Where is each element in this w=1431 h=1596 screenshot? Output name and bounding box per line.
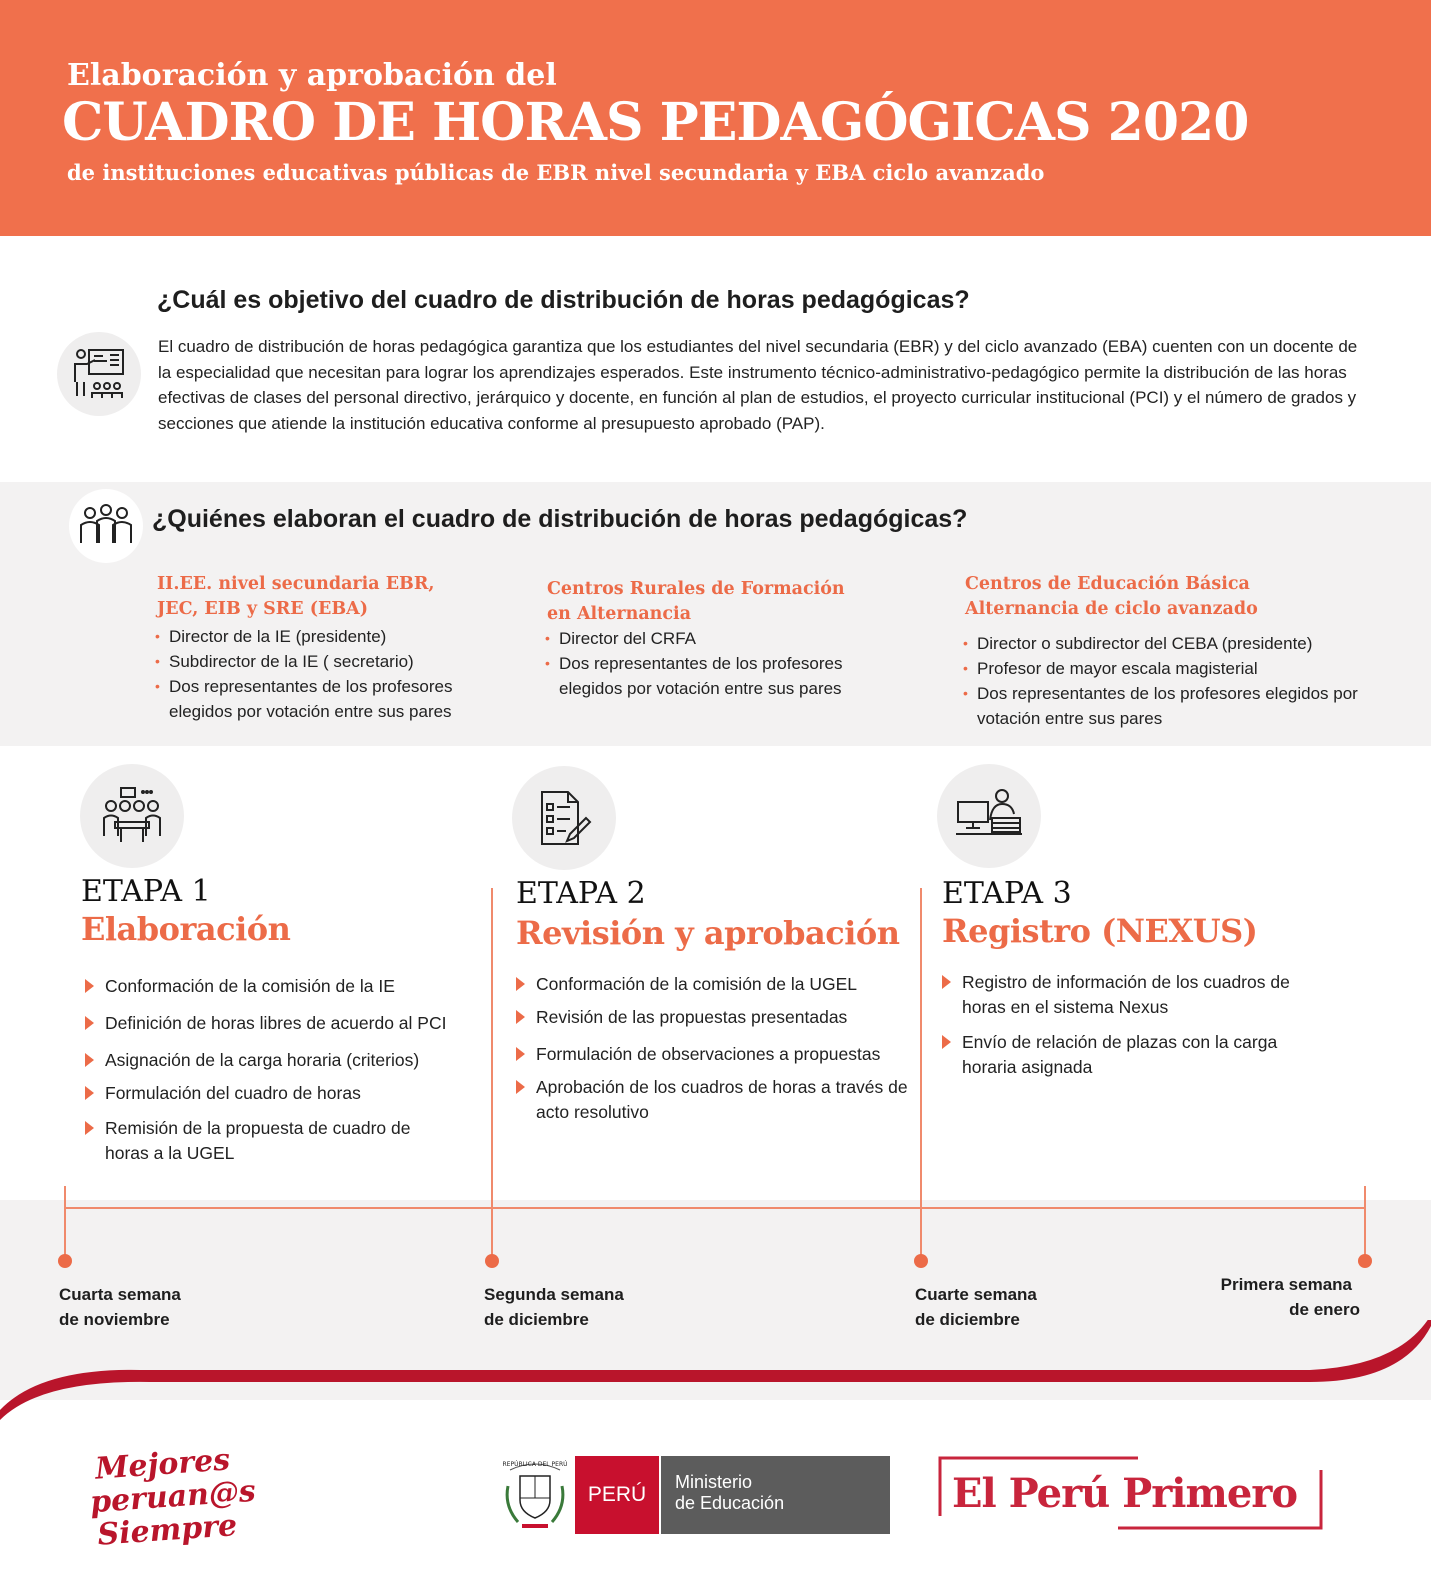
timeline-date-3: Cuarte semana de diciembre bbox=[915, 1285, 1037, 1329]
quienes-col1-list bbox=[157, 624, 507, 724]
timeline-date-4: Primera semana de enero bbox=[1220, 1275, 1360, 1319]
list-item: Asignación de la carga horaria (criterios) bbox=[83, 1048, 483, 1073]
objetivo-text: El cuadro de distribución de horas pedagógica garantiza que los estudiantes del nivel secundaria (EBR) y del ciclo avanzado (EBA) cuenten con un docente de la especialidad que necesitan para lograr los aprendizajes esperados. Este instrumento técnico-administrativo-pedagógico permite la distribución de las horas efectivas de clases del personal directivo, jerárquico y docente, en función al plan de estudios, el proyecto curricular institucional (PCI) y el número de grados y secciones que atiende la institución educativa conforme al presupuesto aprobado (PAP). bbox=[158, 337, 1358, 433]
list-item: • Dos representantes de los profesores elegidos por votación entre sus pares bbox=[965, 681, 1375, 731]
list-item: • Dos representantes de los profesores elegidos por votación entre sus pares bbox=[547, 651, 897, 701]
quienes-col3-list bbox=[965, 631, 1375, 731]
list-item: Revisión de las propuestas presentadas bbox=[514, 1005, 914, 1030]
list-item: Definición de horas libres de acuerdo al PCI bbox=[83, 1011, 483, 1036]
list-item: Conformación de la comisión de la IE bbox=[83, 974, 483, 999]
timeline-tick-end bbox=[1364, 1186, 1366, 1258]
etapa1-number: ETAPA 1 bbox=[81, 874, 211, 909]
list-item: • Director o subdirector del CEBA (presidente) bbox=[965, 631, 1375, 656]
timeline-date-1: Cuarta semana de noviembre bbox=[59, 1285, 181, 1329]
list-item: Conformación de la comisión de la UGEL bbox=[514, 972, 914, 997]
etapa3-number: ETAPA 3 bbox=[942, 876, 1072, 911]
list-item: • Director de la IE (presidente) bbox=[157, 624, 507, 649]
teacher-board-icon bbox=[57, 332, 141, 416]
list-item: Envío de relación de plazas con la carga horaria asignada bbox=[940, 1030, 1310, 1080]
header-line1: Elaboración y aprobación del bbox=[67, 58, 557, 93]
list-item: • Profesor de mayor escala magisterial bbox=[965, 656, 1375, 681]
etapa2-number: ETAPA 2 bbox=[516, 876, 646, 911]
ministerio-label: Ministerio de Educación bbox=[659, 1456, 890, 1534]
etapa3-name: Registro (NEXUS) bbox=[942, 912, 1258, 950]
meeting-icon bbox=[80, 764, 184, 868]
list-item: Formulación del cuadro de horas bbox=[83, 1081, 483, 1106]
divider-1 bbox=[491, 888, 493, 1258]
timeline-date-2: Segunda semana de diciembre bbox=[484, 1285, 624, 1329]
quienes-col2-title: Centros Rurales de Formación en Alternancia bbox=[547, 579, 845, 624]
timeline-dot bbox=[1358, 1254, 1372, 1268]
mejores-peruanos-logo: Mejores peruan@s Siempre bbox=[88, 1442, 257, 1553]
coat-of-arms-icon bbox=[500, 1456, 570, 1534]
list-item: Remisión de la propuesta de cuadro de horas a la UGEL bbox=[83, 1116, 443, 1166]
quienes-col1-title: II.EE. nivel secundaria EBR, JEC, EIB y SRE (EBA) bbox=[157, 574, 435, 619]
divider-2 bbox=[920, 888, 922, 1258]
timeline-line bbox=[65, 1207, 1365, 1209]
etapa1-list bbox=[83, 974, 483, 1166]
timeline-tick-start bbox=[64, 1186, 66, 1258]
objetivo-title: ¿Cuál es objetivo del cuadro de distribución de horas pedagógicas? bbox=[157, 286, 970, 314]
quienes-col3-title: Centros de Educación Básica Alternancia de ciclo avanzado bbox=[965, 574, 1258, 619]
computer-user-icon bbox=[937, 764, 1041, 868]
etapa1-name: Elaboración bbox=[81, 910, 291, 948]
etapa2-list bbox=[514, 972, 914, 1125]
timeline-dot bbox=[485, 1254, 499, 1268]
header-subtitle: de instituciones educativas públicas de EBR nivel secundaria y EBA ciclo avanzado bbox=[67, 160, 1045, 185]
etapa2-name: Revisión y aprobación bbox=[516, 914, 900, 952]
timeline-dot bbox=[914, 1254, 928, 1268]
timeline-dot bbox=[58, 1254, 72, 1268]
quienes-col2-list bbox=[547, 626, 897, 701]
list-item: • Dos representantes de los profesores elegidos por votación entre sus pares bbox=[157, 674, 507, 724]
list-item: Registro de información de los cuadros de horas en el sistema Nexus bbox=[940, 970, 1290, 1020]
svg-text:REPÚBLICA DEL PERÚ: REPÚBLICA DEL PERÚ bbox=[502, 1461, 568, 1468]
checklist-icon bbox=[512, 766, 616, 870]
list-item: Formulación de observaciones a propuestas bbox=[514, 1042, 914, 1067]
footer-curve bbox=[0, 1320, 1431, 1420]
list-item: Aprobación de los cuadros de horas a través de acto resolutivo bbox=[514, 1075, 909, 1125]
el-peru-primero-logo: El Perú Primero bbox=[952, 1470, 1298, 1517]
page-title: CUADRO DE HORAS PEDAGÓGICAS 2020 bbox=[62, 92, 1249, 153]
list-item: • Director del CRFA bbox=[547, 626, 897, 651]
list-item: • Subdirector de la IE ( secretario) bbox=[157, 649, 507, 674]
ministerio-educacion-logo bbox=[575, 1456, 890, 1534]
quienes-title: ¿Quiénes elaboran el cuadro de distribución de horas pedagógicas? bbox=[152, 505, 968, 533]
group-people-icon bbox=[69, 489, 143, 563]
header-banner bbox=[0, 0, 1431, 236]
peru-label: PERÚ bbox=[575, 1456, 659, 1534]
etapa3-list bbox=[940, 970, 1320, 1080]
